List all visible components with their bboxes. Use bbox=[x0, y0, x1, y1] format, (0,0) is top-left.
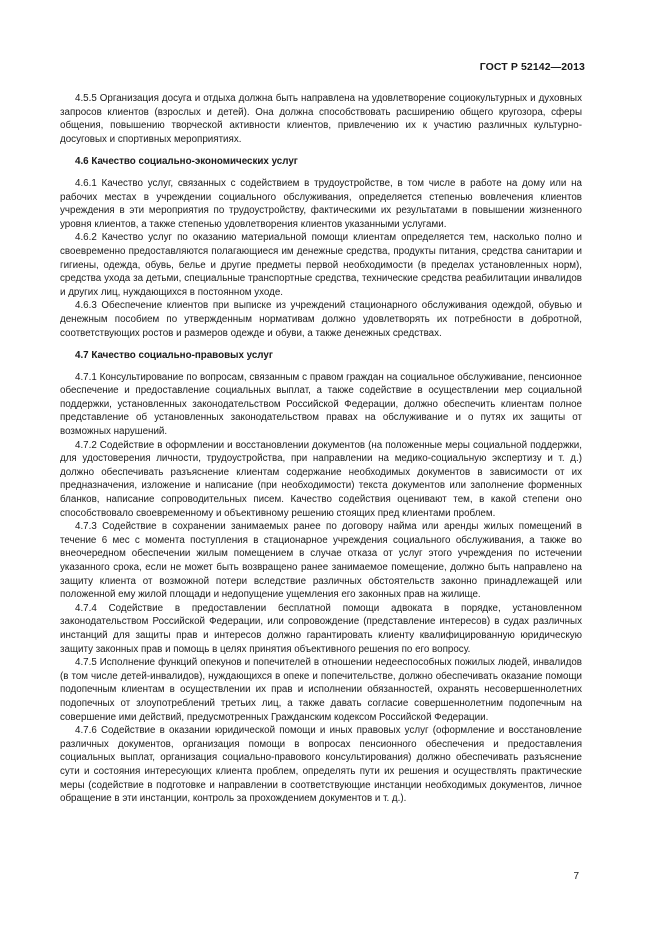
paragraph-4-7-2: 4.7.2 Содействие в оформлении и восстановлении документов (на положенные меры социальной поддержки, для удостоверения личности, трудоустройства, при направлении на медико-социальную экспертизу и т. д.) должно обеспечивать разъяснение клиентам содержание необходимых документов в зависимости от их предназначения, изложение и написание (при необходимости) текста документов или заполнение форменных бланков, написание сопроводительных писем. Качество содействия оценивают тем, в какой степени оно способствовало своевременному и объективному решению стоящих пред клиентами проблем. bbox=[60, 439, 582, 519]
paragraph-4-6-1: 4.6.1 Качество услуг, связанных с содействием в трудоустройстве, в том числе в работе на дому или на рабочих местах в учреждении социального обслуживания, определяется степенью вовлечения клиентов учреждения в эти мероприятия по трудоустройству, фактическими их результатами в повышении жизненного уровня клиентов, а также степенью удовлетворения клиентов указанными услугами. bbox=[60, 177, 582, 230]
paragraph-4-7-3: 4.7.3 Содействие в сохранении занимаемых ранее по договору найма или аренды жилых помещений в течение 6 мес с момента поступления в стационарное учреждения социального обслуживания, а также во внеочередном обеспечении жилым помещением в случае отказа от услуг этого учреждения по истечении указанного срока, если не может быть возвращено ранее занимаемое помещение, должно быть направлено на защиту клиента от возможной потери вследствие различных обстоятельств законно принадлежащей или положенной ему жилой площади и недопущение ущемления его законных прав на жилище. bbox=[60, 521, 582, 601]
section-heading-4-7: 4.7 Качество социально-правовых услуг bbox=[75, 350, 273, 362]
page-number: 7 bbox=[573, 871, 579, 882]
paragraph-4-7-1: 4.7.1 Консультирование по вопросам, связанным с правом граждан на социальное обслуживание, пенсионное обеспечение и предоставление социальных выплат, а также содействие в осуществлении мер социальной поддержки, установленных законодательством Российской Федерации, должно обеспечить клиентам полное представление об установленных законодательством правах на обслуживание и о путях их защиты от возможных нарушений. bbox=[60, 371, 582, 438]
document-body bbox=[60, 92, 582, 806]
paragraph-4-7-5: 4.7.5 Исполнение функций опекунов и попечителей в отношении недееспособных пожилых людей, инвалидов (в том числе детей-инвалидов), нуждающихся в опеке и попечительстве, должно обеспечивать оказание помощи подопечным клиентам в осуществлении их прав и исполнении обязанностей, охранять несовершеннолетних подопечных от злоупотреблений третьих лиц, а также давать согласие совершеннолетним подопечным на совершение ими действий, предусмотренных Гражданским кодексом Российской Федерации. bbox=[60, 657, 582, 723]
document-code-header: ГОСТ Р 52142—2013 bbox=[479, 61, 585, 73]
paragraph-4-7-6: 4.7.6 Содействие в оказании юридической помощи и иных правовых услуг (оформление и восстановление различных документов, организация помощи в вопросах пенсионного обеспечения и предоставления социальных выплат, организация социально-правового консультирования) должно обеспечивать разъяснение сути и состояния интересующих клиента проблем, определять пути их решения и осуществлять практические меры (содействие в подготовке и направлении в соответствующие инстанции необходимых документов, личное обращение в эти инстанции, контроль за прохождением документов и т. д.). bbox=[60, 725, 582, 805]
paragraph-4-6-3: 4.6.3 Обеспечение клиентов при выписке из учреждений стационарного обслуживания одеждой, обувью и денежным пособием по утвержденным нормативам должно удовлетворять их потребности в добротной, соответствующих ростов и размеров одежде и обуви, а также денежных средствах. bbox=[60, 300, 582, 339]
section-heading-4-6: 4.6 Качество социально-экономических услуг bbox=[75, 156, 298, 168]
paragraph-4-7-4: 4.7.4 Содействие в предоставлении бесплатной помощи адвоката в порядке, установленном законодательством Российской Федерации, или сопровождение (представление интересов) в судах различных инстанций для защиты прав и интересов должно гарантировать клиенту квалифицированную юридическую защиту законных прав и помощь в целях принятия объективного решения по его вопросу. bbox=[60, 602, 582, 655]
paragraph-4-5-5: 4.5.5 Организация досуга и отдыха должна быть направлена на удовлетворение социокультурных и духовных запросов клиентов (взрослых и детей). Она должна способствовать расширению общего кругозора, сферы общения, повышению творческой активности клиентов, привлечению их к участию различных культурно-досуговых и спортивных мероприятиях. bbox=[60, 93, 582, 145]
paragraph-4-6-2: 4.6.2 Качество услуг по оказанию материальной помощи клиентам определяется тем, насколько полно и своевременно предоставляются полагающиеся им денежные средства, продукты питания, средства санитарии и гигиены, одежда, обувь, белье и другие предметы первой необходимости (в пределах установленных норм), средства ухода за детьми, специальные транспортные средства, технические средства реабилитации инвалидов и других лиц, нуждающихся в постоянном уходе. bbox=[60, 232, 582, 298]
